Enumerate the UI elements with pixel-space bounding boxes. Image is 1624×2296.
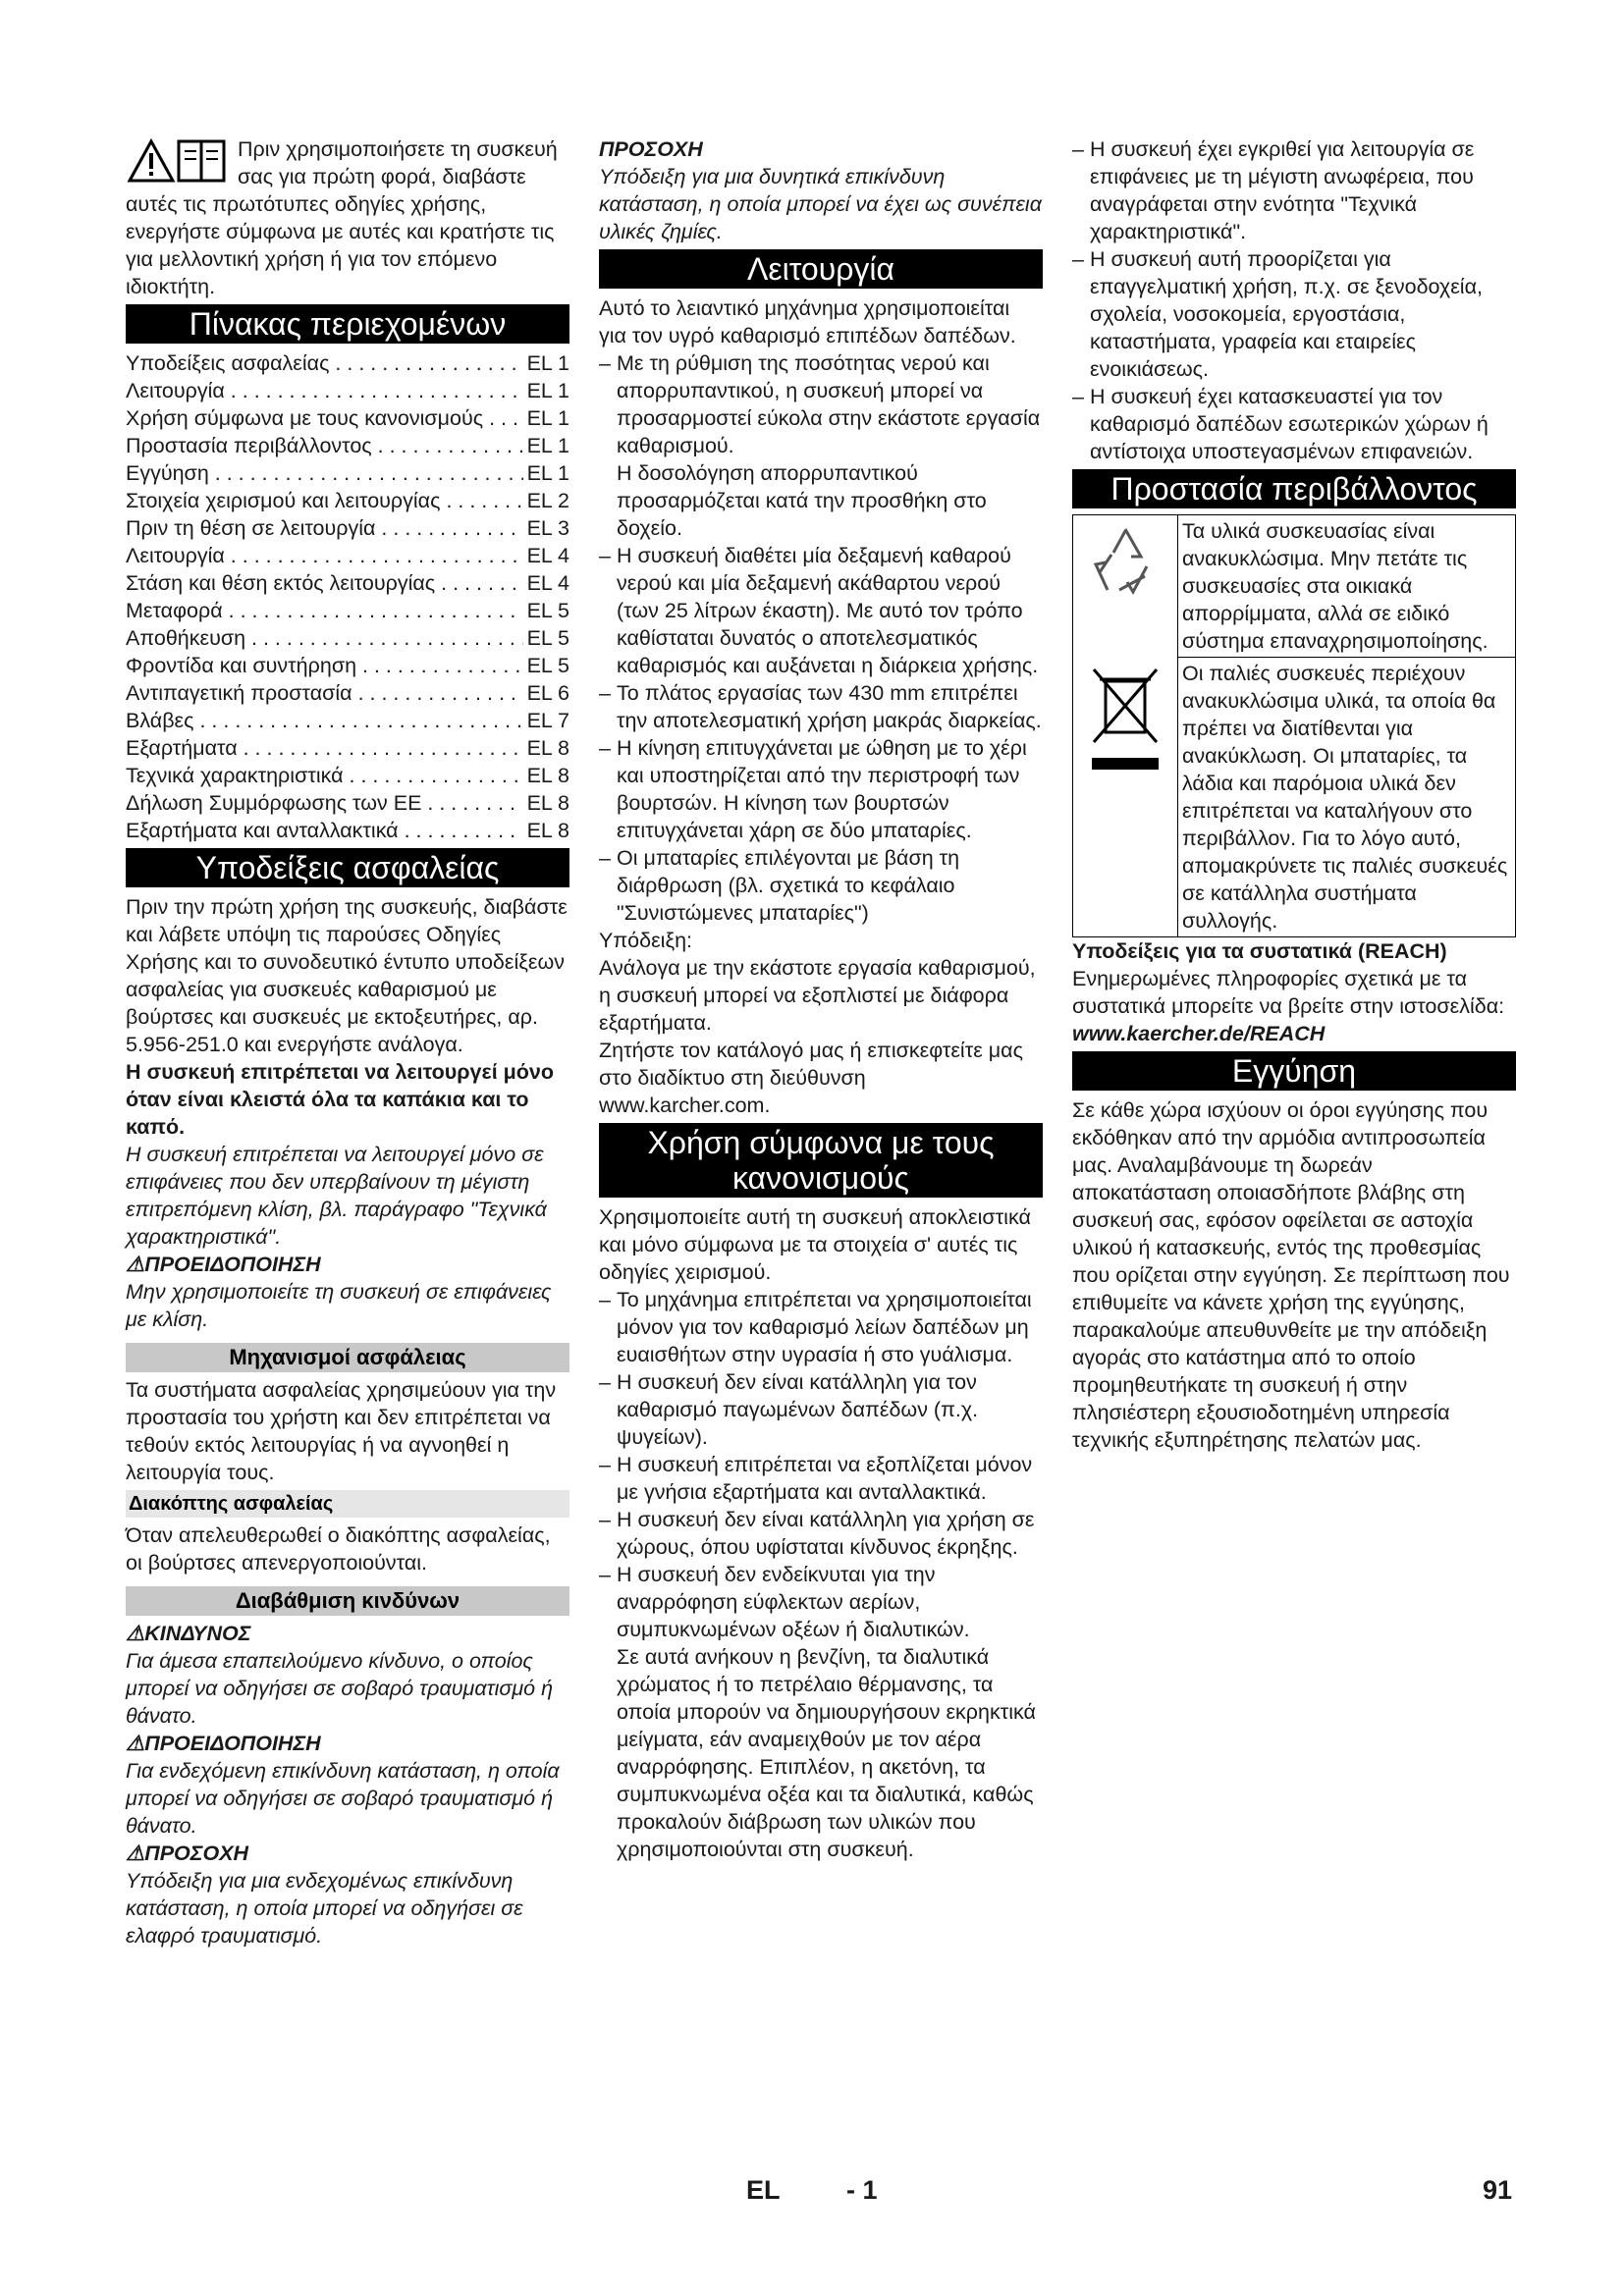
toc-heading: Πίνακας περιεχομένων — [126, 304, 569, 344]
toc-item[interactable] — [126, 377, 569, 404]
toc-item-label: Στοιχεία χειρισμού και λειτουργίας . . . — [126, 487, 523, 514]
toc-item[interactable] — [126, 789, 569, 817]
toc-item-page: EL 1 — [526, 351, 569, 375]
warranty-text: Σε κάθε χώρα ισχύουν οι όροι εγγύησης που εκδόθηκαν από την αρμόδια αντιπροσωπεία μας. Αναλαμβάνουμε τη δωρεάν αποκατάσταση οποιασδήποτε βλάβης στη συσκευή σας, εφόσον οφείλεται σε αστοχία υλικού ή κατασκευής, εντός της προθεσμίας που ορίζεται στην εγγύηση. Σε περίπτωση που επιθυμείτε να κάνετε χρήση της εγγύησης, παρακαλούμε απευθυνθείτε με την απόδειξη αγοράς στο κατάστημα από το οποίο προμηθευτήκατε τη συσκευή ή στην πλησιέστερη εξουσιοδοτημένη υπηρεσία τεχνικής εξυπηρέτησης πελατών μας. — [1072, 1098, 1510, 1452]
toc-item-page: EL 8 — [526, 791, 569, 815]
warning-triangle-icon: ⚠ — [126, 1842, 145, 1865]
toc-item-page: EL 1 — [526, 434, 569, 457]
note-text-2: Ζητήστε τον κατάλογό μας ή επισκεφτείτε μας στο διαδίκτυο στη διεύθυνση www.karcher.com. — [599, 1039, 1023, 1117]
footer-page-code: - 1 — [846, 2175, 878, 2205]
safety-intro: Πριν την πρώτη χρήση της συσκευής, διαβάστε και λάβετε υπόψη τις παρούσες Οδηγίες Χρήσης και το συνοδευτικό έντυπο υποδείξεων ασφαλείας για συσκευές καθαρισμού με βούρτσες και συσκευές με εκτοξευτήρες, αρ. 5.956-251.0 και ενεργήστε ανάλογα. — [126, 895, 568, 1056]
list-item: – Η συσκευή δεν είναι κατάλληλη για χρήση σε χώρους, όπου υφίσταται κίνδυνος έκρηξης. — [599, 1508, 1035, 1559]
toc-item[interactable] — [126, 707, 569, 734]
toc-item-label: Χρήση σύμφωνα με τους κανονισμούς . . . — [126, 404, 523, 432]
safety-warning-text: Μην χρησιμοποιείτε τη συσκευή σε επιφάνειες με κλίση. — [126, 1280, 552, 1331]
reach-link[interactable]: www.kaercher.de/REACH — [1072, 1022, 1326, 1045]
list-item: – Η συσκευή έχει εγκριθεί για λειτουργία σε επιφάνειες με τη μέγιστη ανωφέρεια, που αναγράφεται στην ενότητα "Τεχνικά χαρακτηριστικά". — [1072, 137, 1475, 243]
list-item: – Η κίνηση επιτυγχάνεται με ώθηση με το χέρι και υποστηρίζεται από την περιστροφή των βουρτσών. Η κίνηση των βουρτσών επιτυγχάνεται χάρη σε δύο μπαταρίες. — [599, 736, 1027, 842]
safety-heading: Υποδείξεις ασφαλείας — [126, 848, 569, 887]
safety-bold-note: Η συσκευή επιτρέπεται να λειτουργεί μόνο όταν είναι κλειστά όλα τα καπάκια και το καπό. — [126, 1060, 555, 1139]
toc-item-label: Εξαρτήματα και ανταλλακτικά . . . — [126, 817, 523, 844]
list-item: – Η συσκευή διαθέτει μία δεξαμενή καθαρού νερού και μία δεξαμενή ακάθαρτου νερού (των 25 λίτρων έκαστη). Με αυτό τον τρόπο καθίσταται δυνατός ο αποτελεσματικός καθαρισμός και αυξάνεται η διάρκεια χρήσης. — [599, 544, 1039, 677]
toc-item[interactable] — [126, 817, 569, 844]
warning-manual-icon — [126, 135, 230, 185]
toc-item-page: EL 3 — [526, 516, 569, 540]
toc-item-label: Εγγύηση . . . — [126, 459, 523, 487]
warning-triangle-icon: ⚠ — [126, 1253, 145, 1276]
warning-triangle-icon: ⚠ — [126, 1622, 145, 1645]
toc-item-label: Αποθήκευση . . . — [126, 624, 523, 652]
toc-item-label: Πριν τη θέση σε λειτουργία . . . — [126, 514, 523, 542]
toc-item[interactable] — [126, 652, 569, 679]
toc-item-page: EL 5 — [526, 626, 569, 650]
list-item: – Η συσκευή δεν είναι κατάλληλη για τον καθαρισμό παγωμένων δαπέδων (π.χ. ψυγείων). — [599, 1370, 979, 1449]
toc-item-page: EL 5 — [526, 599, 569, 622]
toc-item-page: EL 8 — [526, 764, 569, 787]
toc-item-page: EL 8 — [526, 819, 569, 842]
column-1 — [126, 135, 569, 1949]
column-3 — [1072, 135, 1516, 1454]
list-item: – Η συσκευή αυτή προορίζεται για επαγγελματική χρήση, π.χ. σε ξενοδοχεία, σχολεία, νοσοκομεία, εργοστάσια, καταστήματα, γραφεία και εταιρείες ενοικιάσεως. — [1072, 247, 1483, 381]
toc-item[interactable] — [126, 514, 569, 542]
reach-text: Ενημερωμένες πληροφορίες σχετικά με τα συστατικά μπορείτε να βρείτε στην ιστοσελίδα: — [1072, 967, 1505, 1018]
list-item: – Η συσκευή έχει κατασκευαστεί για τον καθαρισμό δαπέδων εσωτερικών χώρων ή αντίστοιχα υποστεγασμένων επιφανειών. — [1072, 385, 1489, 463]
toc-item-page: EL 6 — [526, 681, 569, 705]
toc-item-page: EL 1 — [526, 406, 569, 430]
column-2 — [599, 135, 1043, 1863]
toc-item[interactable] — [126, 349, 569, 377]
footer-language: EL — [746, 2175, 781, 2205]
toc-item[interactable] — [126, 597, 569, 624]
safety-switch-heading: Διακόπτης ασφαλείας — [126, 1490, 569, 1518]
toc-list — [126, 349, 569, 844]
mechanisms-text: Τα συστήματα ασφαλείας χρησιμεύουν για την προστασία του χρήστη και δεν επιτρέπεται να τεθούν εκτός λειτουργίας ή να αγνοηθεί η λειτουργία τους. — [126, 1378, 557, 1484]
environment-table — [1072, 514, 1516, 937]
warning-triangle-icon: ⚠ — [126, 1732, 145, 1755]
intended-use-heading: Χρήση σύμφωνα με τους κανονισμούς — [599, 1123, 1043, 1198]
caution-label-2: ΠΡΟΣΟΧΗ — [599, 137, 703, 161]
list-item: – Η συσκευή επιτρέπεται να εξοπλίζεται μόνον με γνήσια εξαρτήματα και ανταλλακτικά. — [599, 1453, 1033, 1504]
environment-weee-text: Οι παλιές συσκευές περιέχουν ανακυκλώσιμα υλικά, τα οποία θα πρέπει να διατίθενται για ανακύκλωση. Οι μπαταρίες, τα λάδια και παρόμοια υλικά δεν επιτρέπεται να καταλήγουν στο περιβάλλον. Για το λόγο αυτό, απομακρύνετε τις παλιές συσκευές σε κατάλληλα συστήματα συλλογής. — [1178, 658, 1516, 937]
danger-text: Για άμεσα επαπειλούμενο κίνδυνο, ο οποίος μπορεί να οδηγήσει σε σοβαρό τραυματισμό ή θάνατο. — [126, 1649, 554, 1728]
toc-item-page: EL 5 — [526, 654, 569, 677]
warning-label: ⚠ΠΡΟΕΙΔΟΠΟΙΗΣΗ — [126, 1732, 321, 1755]
intended-use-intro: Χρησιμοποιείτε αυτή τη συσκευή αποκλειστικά και μόνο σύμφωνα με τα στοιχεία σ' αυτές τις οδηγίες χειρισμού. — [599, 1205, 1031, 1284]
recycle-icon — [1073, 515, 1178, 658]
note-text: Ανάλογα με την εκάστοτε εργασία καθαρισμού, η συσκευή μπορεί να εξοπλιστεί με διάφορα εξαρτήματα. — [599, 956, 1036, 1035]
toc-item-label: Προστασία περιβάλλοντος . . . — [126, 432, 523, 459]
list-item-sub: Σε αυτά ανήκουν η βενζίνη, τα διαλυτικά χρώματος ή το πετρέλαιο θέρμανσης, τα οποία μπορούν να δημιουργήσουν εκρηκτικά μείγματα, εάν αναμειχθούν με τον αέρα αναρρόφησης. Επιπλέον, η ακετόνη, τα συμπυκνωμένα οξέα και τα διαλυτικά, καθώς προκαλούν διάβρωση των υλικών που χρησιμοποιούνται στη συσκευή. — [617, 1645, 1036, 1861]
list-item: – Με τη ρύθμιση της ποσότητας νερού και απορρυπαντικού, η συσκευή μπορεί να προσαρμοστεί εύκολα στην εκάστοτε εργασία καθαρισμού. — [599, 351, 1041, 457]
note-label: Υπόδειξη: — [599, 929, 693, 952]
toc-item-page: EL 8 — [526, 736, 569, 760]
toc-item-label: Λειτουργία . . . — [126, 377, 523, 404]
toc-item[interactable] — [126, 679, 569, 707]
caution-label: ⚠ΠΡΟΣΟΧΗ — [126, 1842, 249, 1865]
danger-label: ⚠ΚΙΝΔΥΝΟΣ — [126, 1622, 251, 1645]
toc-item-label: Δήλωση Συμμόρφωσης των ΕΕ . . . — [126, 789, 523, 817]
safety-warning-label: ⚠ΠΡΟΕΙΔΟΠΟΙΗΣΗ — [126, 1253, 321, 1276]
hazard-levels-heading: Διαβάθμιση κινδύνων — [126, 1586, 569, 1616]
warning-text: Για ενδεχόμενη επικίνδυνη κατάσταση, η οποία μπορεί να οδηγήσει σε σοβαρό τραυματισμό ή θάνατο. — [126, 1759, 560, 1838]
toc-item[interactable] — [126, 487, 569, 514]
function-heading: Λειτουργία — [599, 249, 1043, 289]
reach-heading: Υποδείξεις για τα συστατικά (REACH) — [1072, 939, 1447, 963]
toc-item-page: EL 4 — [526, 571, 569, 595]
toc-item-label: Μεταφορά . . . — [126, 597, 523, 624]
environment-recycle-text: Τα υλικά συσκευασίας είναι ανακυκλώσιμα. Μην πετάτε τις συσκευασίες στα οικιακά απορρίμματα, αλλά σε ειδικό σύστημα επαναχρησιμοποίησης. — [1178, 515, 1516, 658]
toc-item-label: Τεχνικά χαρακτηριστικά . . . — [126, 762, 523, 789]
toc-item[interactable] — [126, 459, 569, 487]
toc-item[interactable] — [126, 762, 569, 789]
list-item: – Το πλάτος εργασίας των 430 mm επιτρέπει την αποτελεσματική χρήση μακράς διαρκείας. — [599, 681, 1042, 732]
toc-item-label: Βλάβες . . . — [126, 707, 523, 734]
toc-item-page: EL 4 — [526, 544, 569, 567]
toc-item-page: EL 2 — [526, 489, 569, 512]
toc-item-label: Υποδείξεις ασφαλείας . . . — [126, 349, 523, 377]
warranty-heading: Εγγύηση — [1072, 1051, 1516, 1091]
safety-switch-text: Όταν απελευθερωθεί ο διακόπτης ασφαλείας, οι βούρτσες απενεργοποιούνται. — [126, 1523, 551, 1575]
toc-item[interactable] — [126, 734, 569, 762]
toc-item-label: Αντιπαγετική προστασία . . . — [126, 679, 523, 707]
toc-item-label: Στάση και θέση εκτός λειτουργίας . . . — [126, 569, 523, 597]
toc-item-page: EL 7 — [526, 709, 569, 732]
toc-item-label: Φροντίδα και συντήρηση . . . — [126, 652, 523, 679]
toc-item-label: Λειτουργία . . . — [126, 542, 523, 569]
list-item: – Οι μπαταρίες επιλέγονται με βάση τη διάρθρωση (βλ. σχετικά το κεφάλαιο "Συνιστώμενες μπαταρίες") — [599, 846, 960, 925]
safety-italic-note: Η συσκευή επιτρέπεται να λειτουργεί μόνο σε επιφάνειες που δεν υπερβαίνουν τη μέγιστη επιτρεπόμενη κλίση, βλ. παράγραφο "Τεχνικά χαρακτηριστικά". — [126, 1143, 547, 1249]
caution-text-2: Υπόδειξη για μια δυνητικά επικίνδυνη κατάσταση, η οποία μπορεί να έχει ως συνέπεια υλικές ζημίες. — [599, 165, 1042, 243]
footer-page-number: 91 — [1483, 2175, 1513, 2205]
toc-item-label: Εξαρτήματα . . . — [126, 734, 523, 762]
function-intro: Αυτό το λειαντικό μηχάνημα χρησιμοποιείται για τον υγρό καθαρισμό επιπέδων δαπέδων. — [599, 296, 1016, 347]
toc-item-page: EL 1 — [526, 461, 569, 485]
toc-item[interactable] — [126, 432, 569, 459]
toc-item[interactable] — [126, 569, 569, 597]
toc-item[interactable] — [126, 404, 569, 432]
list-item: – Η συσκευή δεν ενδείκνυται για την αναρρόφηση εύφλεκτων αερίων, συμπυκνωμένων οξέων ή διαλυτικών. — [599, 1563, 970, 1641]
list-item: – Το μηχάνημα επιτρέπεται να χρησιμοποιείται μόνον για τον καθαρισμό λείων δαπέδων μη ευαισθήτων στην υγρασία ή στο γυάλισμα. — [599, 1288, 1032, 1366]
toc-item[interactable] — [126, 624, 569, 652]
list-item-sub: Η δοσολόγηση απορρυπαντικού προσαρμόζεται κατά την προσθήκη στο δοχείο. — [617, 461, 987, 540]
environment-heading: Προστασία περιβάλλοντος — [1072, 469, 1516, 508]
mechanisms-heading: Μηχανισμοί ασφάλειας — [126, 1343, 569, 1372]
caution-text: Υπόδειξη για μια ενδεχομένως επικίνδυνη κατάσταση, η οποία μπορεί να οδηγήσει σε ελαφρό τραυματισμό. — [126, 1869, 523, 1948]
toc-item[interactable] — [126, 542, 569, 569]
toc-item-page: EL 1 — [526, 379, 569, 402]
weee-bin-icon — [1073, 658, 1178, 937]
intro-text: Πριν χρησιμοποιήσετε τη συσκευή σας για πρώτη φορά, διαβάστε αυτές τις πρωτότυπες οδηγίες χρήσης, ενεργήστε σύμφωνα με αυτές και κρατήστε τις για μελλοντική χρήση ή για τον επόμενο ιδιοκτήτη. — [126, 137, 558, 298]
intro-block — [126, 135, 569, 300]
